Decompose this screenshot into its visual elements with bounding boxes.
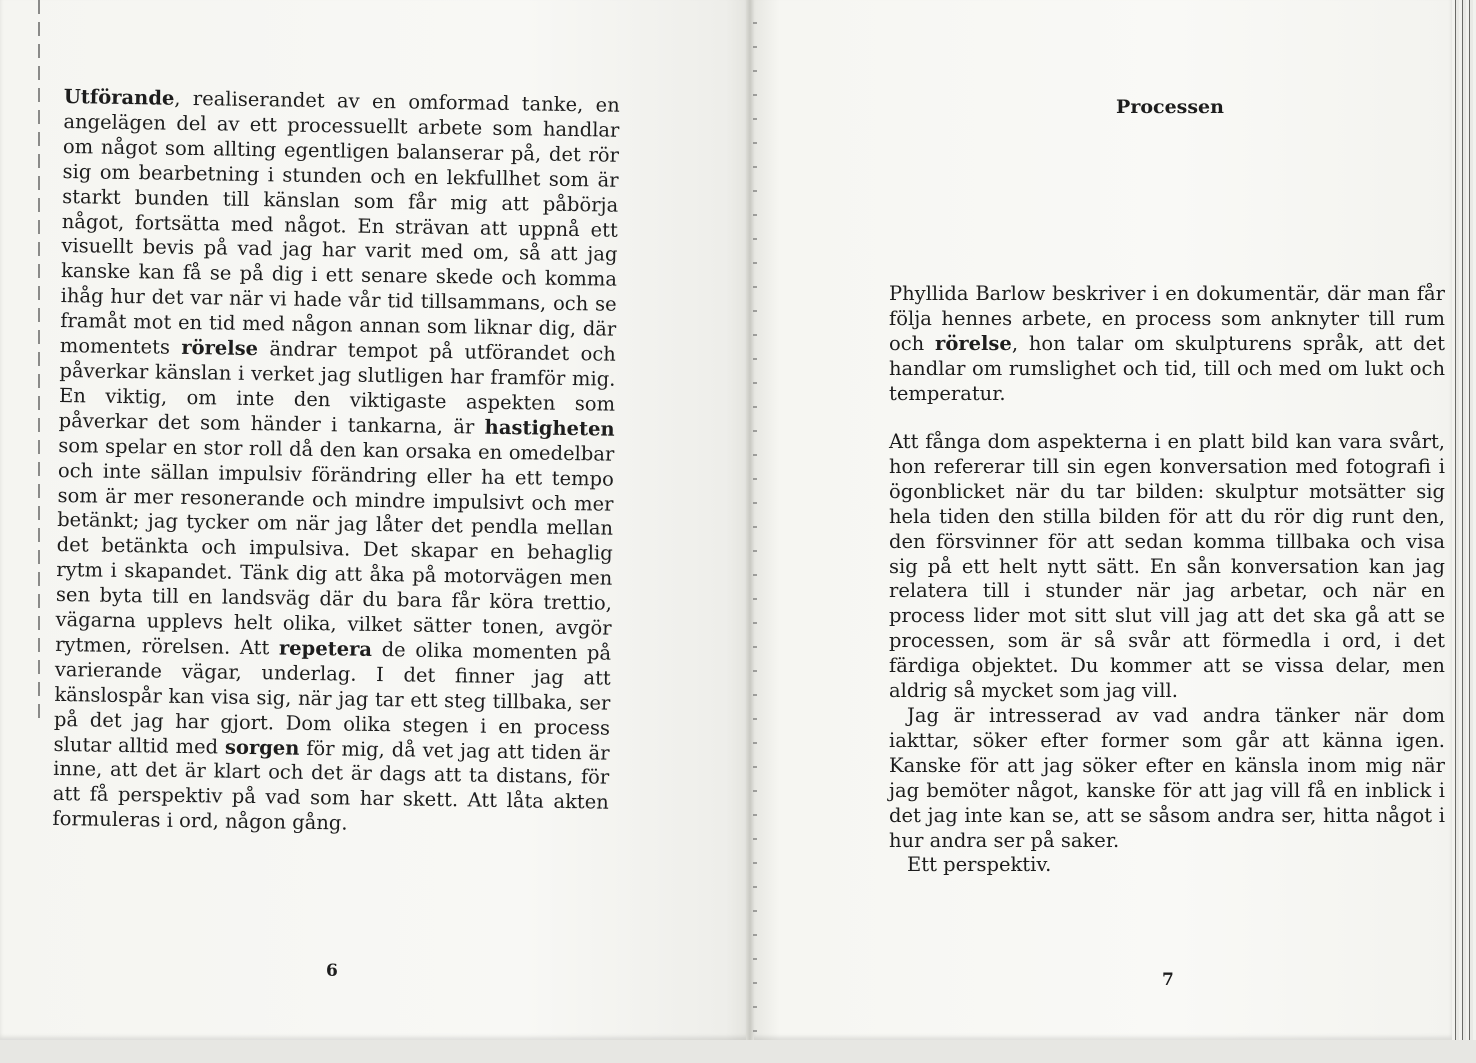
page-number-left: 6: [326, 961, 338, 981]
page-edges: [1452, 0, 1476, 1063]
right-paragraph-1: [889, 282, 1445, 407]
term-repetera: repetera: [278, 636, 373, 661]
left-paragraph: [52, 85, 620, 841]
right-page-body: [889, 430, 1445, 878]
gutter-stitching: [753, 0, 757, 1040]
body-text: Phyllida Barlow beskriver i en dokumentär, där man får följa hennes arbete, en process som anknyter till rum och: [889, 282, 1445, 355]
scan-bottom-margin: [0, 1040, 1476, 1063]
chapter-title: Processen: [1116, 96, 1224, 118]
term-rorelse: rörelse: [181, 335, 259, 361]
term-utforande: Utförande: [63, 85, 175, 110]
right-paragraph-4: Ett perspektiv.: [907, 853, 1052, 877]
body-text: , hon talar om skulpturens språk, att det handlar om rumslighet och tid, till och med om lukt och temperatur.: [889, 331, 1446, 405]
left-page-body: [52, 85, 620, 841]
body-text: , realiserandet av en omformad tanke, en angelägen del av ett processuellt arbete som handlar om något som allting egentligen balanserar på, det rör sig om bearbetning i stunden och en lekfullhet som är starkt bunden till känslan som får mig att påbörja något, fortsätta med något. En strävan att uppnå ett visuellt bevis på vad jag har varit med om, så att jag kanske kan få se på dig i ett senare skede och komma ihåg hur det var när vi hade vår tid tillsammans, och se framåt mot en tid med någon annan som liknar dig, där momentets: [59, 86, 620, 359]
body-text: ändrar tempot på utförandet och påverkar känslan i verket jag slutligen har framför mig. En viktig, om inte den viktigaste aspekten som påverkar det som händer i tankarna, är: [58, 337, 617, 439]
term-rorelse: rörelse: [935, 331, 1012, 355]
right-paragraph-3: Jag är intresserad av vad andra tänker när dom iakttar, söker efter former som går att känna igen. Kanske för att jag söker efter en känsla inom mig när jag bemöter något, kanske för att jag vill få en inblick i det jag inte kan se, att se såsom andra ser, hitta något i hur andra ser på saker.: [889, 703, 1445, 852]
right-paragraph-2: Att fånga dom aspekterna i en platt bild kan vara svårt, hon refererar till sin egen konversation med fotografi i ögonblicket när du tar bilden: skulptur motsätter sig hela tiden den stilla bilden för att du rör dig runt den, den försvinner för att sedan komma tillbaka och visa sig på ett helt nytt sätt. En sån konversation kan jag relatera till i stunder när jag arbetar, och när en process lider mot sitt slut vill jag att det ska gå att se processen, som är så svår att förmedla i ord, i det färdiga objektet. Du kommer att se vissa delar, men aldrig så mycket som jag vill.: [889, 430, 1445, 703]
term-sorgen: sorgen: [224, 735, 300, 760]
body-text: de olika momenten på varierande vägar, underlag. I det finner jag att känslospår kan visa sig, när jag tar ett steg tillbaka, ser på det jag har gjort. Dom olika stegen i en process slutar alltid med: [53, 637, 612, 759]
right-page-intro: [889, 282, 1445, 407]
binding-thread: [38, 0, 40, 720]
body-text: som spelar en stor roll då den kan orsaka en omedelbar och inte sällan impulsiv förändring eller ha ett tempo som är mer resonerande och mindre impulsivt och mer betänkt; jag tycker om när jag låter det pendla mellan det betänkta och impulsiva. Det skapar en behaglig rytm i skapandet. Tänk dig att åka på motorvägen men sen byta till en landsväg där du bara får köra trettio, vägarna upplevs helt olika, vilket sätter tonen, avgör rytmen, rörelsen. Att: [55, 433, 615, 660]
body-text: för mig, då vet jag att tiden är inne, att det är klart och det är dags att ta distans, för att få perspektiv på vad som har skett. Att låta akten formuleras i ord, någon gång.: [52, 736, 610, 835]
page-number-right: 7: [1162, 970, 1174, 990]
term-hastigheten: hastigheten: [484, 415, 615, 441]
